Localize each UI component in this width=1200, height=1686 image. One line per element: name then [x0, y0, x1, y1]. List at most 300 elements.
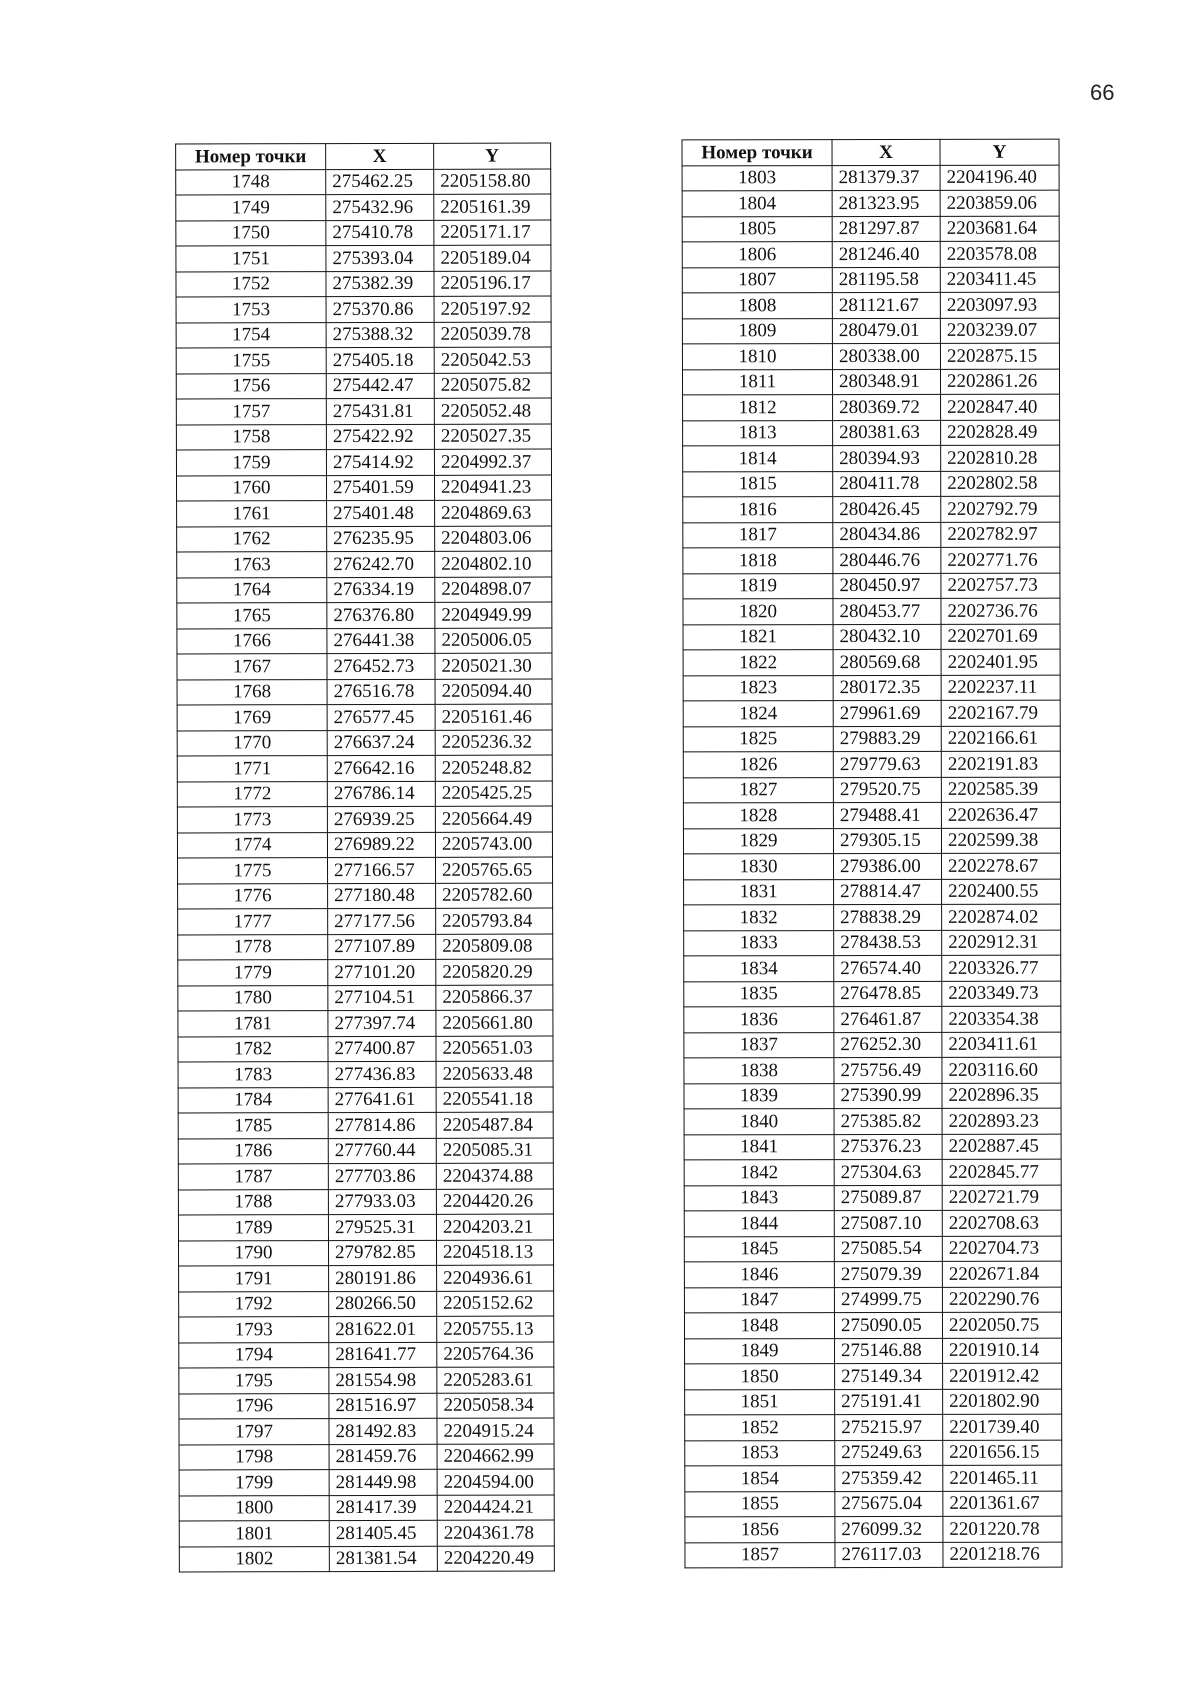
point-number-cell: 1828	[683, 803, 833, 829]
header-point-number: Номер точки	[682, 140, 832, 166]
point-number-cell: 1827	[683, 777, 833, 803]
point-number-cell: 1767	[177, 654, 327, 680]
x-cell: 281449.98	[329, 1469, 437, 1495]
table-row	[684, 1057, 1061, 1083]
y-cell: 2203116.60	[942, 1057, 1061, 1083]
table-row	[684, 981, 1061, 1007]
point-number-cell: 1804	[682, 191, 832, 217]
point-number-cell: 1819	[683, 573, 833, 599]
x-cell: 279961.69	[833, 700, 941, 726]
y-cell: 2203411.45	[940, 267, 1059, 293]
point-number-cell: 1796	[179, 1393, 329, 1419]
y-cell: 2205058.34	[437, 1393, 554, 1419]
point-number-cell: 1849	[685, 1338, 835, 1364]
y-cell: 2205755.13	[437, 1316, 554, 1342]
point-number-cell: 1799	[179, 1470, 329, 1496]
y-cell: 2205782.60	[436, 883, 553, 909]
point-number-cell: 1801	[179, 1521, 329, 1547]
y-cell: 2204802.10	[435, 551, 552, 577]
x-cell: 276637.24	[327, 730, 435, 756]
x-cell: 280411.78	[833, 471, 941, 497]
y-cell: 2202736.76	[941, 598, 1060, 624]
table-row	[683, 802, 1060, 828]
point-number-cell: 1820	[683, 599, 833, 625]
x-cell: 280426.45	[833, 496, 941, 522]
table-row	[682, 190, 1059, 216]
x-cell: 277397.74	[328, 1010, 436, 1036]
x-cell: 277933.03	[328, 1189, 436, 1215]
table-row	[177, 806, 552, 832]
table-row	[179, 1367, 554, 1393]
x-cell: 281554.98	[329, 1367, 437, 1393]
point-number-cell: 1797	[179, 1419, 329, 1445]
point-number-cell: 1778	[178, 934, 328, 960]
point-number-cell: 1792	[179, 1291, 329, 1317]
y-cell: 2205171.17	[434, 220, 551, 246]
x-cell: 276577.45	[327, 704, 435, 730]
y-cell: 2202167.79	[941, 700, 1060, 726]
x-cell: 277400.87	[328, 1036, 436, 1062]
x-cell: 275085.54	[834, 1236, 942, 1262]
table-row	[684, 1083, 1061, 1109]
table-row	[683, 726, 1060, 752]
y-cell: 2203239.07	[940, 318, 1059, 344]
y-cell: 2205006.05	[435, 628, 552, 654]
point-number-cell: 1760	[176, 475, 326, 501]
y-cell: 2205094.40	[435, 679, 552, 705]
point-number-cell: 1848	[684, 1313, 834, 1339]
y-cell: 2204915.24	[437, 1418, 554, 1444]
x-cell: 277814.86	[328, 1112, 436, 1138]
x-cell: 277104.51	[328, 985, 436, 1011]
table-row	[684, 879, 1061, 905]
x-cell: 281405.45	[329, 1520, 437, 1546]
table-row	[682, 216, 1059, 242]
y-cell: 2204936.61	[437, 1265, 554, 1291]
point-number-cell: 1834	[684, 956, 834, 982]
point-number-cell: 1811	[682, 369, 832, 395]
point-number-cell: 1855	[685, 1491, 835, 1517]
point-number-cell: 1768	[177, 679, 327, 705]
point-number-cell: 1822	[683, 650, 833, 676]
table-row	[177, 755, 552, 781]
y-cell: 2205820.29	[436, 959, 553, 985]
x-cell: 275442.47	[326, 373, 434, 399]
point-number-cell: 1782	[178, 1036, 328, 1062]
table-row	[685, 1516, 1062, 1542]
header-y: Y	[940, 139, 1059, 165]
table-row	[179, 1316, 554, 1342]
x-cell: 278814.47	[834, 879, 942, 905]
table-row	[177, 500, 552, 526]
table-row	[178, 1189, 553, 1215]
table-row	[176, 194, 551, 220]
x-cell: 280446.76	[833, 547, 941, 573]
table-body-right	[682, 165, 1062, 1568]
x-cell: 280381.63	[833, 420, 941, 446]
table-row	[176, 449, 551, 475]
point-number-cell: 1783	[178, 1062, 328, 1088]
point-number-cell: 1803	[682, 165, 832, 191]
y-cell: 2202400.55	[942, 879, 1061, 905]
point-number-cell: 1844	[684, 1211, 834, 1237]
table-row	[683, 751, 1060, 777]
table-row	[176, 322, 551, 348]
y-cell: 2205039.78	[434, 322, 551, 348]
y-cell: 2202893.23	[942, 1108, 1061, 1134]
x-cell: 280266.50	[329, 1291, 437, 1317]
x-cell: 275090.05	[834, 1312, 942, 1338]
table-row	[684, 1134, 1061, 1160]
table-row	[684, 1108, 1061, 1134]
x-cell: 281323.95	[832, 190, 940, 216]
table-row	[178, 1010, 553, 1036]
table-row	[682, 165, 1059, 191]
point-number-cell: 1793	[179, 1317, 329, 1343]
table-row	[176, 398, 551, 424]
point-number-cell: 1755	[176, 348, 326, 374]
x-cell: 275385.82	[834, 1108, 942, 1134]
y-cell: 2205743.00	[435, 832, 552, 858]
y-cell: 2204992.37	[434, 449, 551, 475]
y-cell: 2204420.26	[436, 1189, 553, 1215]
y-cell: 2203326.77	[942, 955, 1061, 981]
point-number-cell: 1808	[682, 293, 832, 319]
y-cell: 2204869.63	[435, 500, 552, 526]
point-number-cell: 1835	[684, 981, 834, 1007]
point-number-cell: 1817	[683, 522, 833, 548]
table-row	[685, 1491, 1062, 1517]
table-row	[682, 267, 1059, 293]
y-cell: 2205085.31	[436, 1138, 553, 1164]
x-cell: 275756.49	[834, 1057, 942, 1083]
y-cell: 2205866.37	[436, 985, 553, 1011]
x-cell: 281195.58	[832, 267, 940, 293]
y-cell: 2205809.08	[436, 934, 553, 960]
y-cell: 2205793.84	[436, 908, 553, 934]
x-cell: 276939.25	[327, 806, 435, 832]
point-number-cell: 1750	[176, 220, 326, 246]
point-number-cell: 1802	[179, 1546, 329, 1572]
y-cell: 2205021.30	[435, 653, 552, 679]
x-cell: 275405.18	[326, 347, 434, 373]
table-row	[179, 1495, 554, 1521]
x-cell: 275393.04	[326, 245, 434, 271]
y-cell: 2202671.84	[942, 1261, 1061, 1287]
y-cell: 2204374.88	[436, 1163, 553, 1189]
table-row	[177, 781, 552, 807]
table-row	[179, 1520, 554, 1546]
point-number-cell: 1776	[178, 883, 328, 909]
table-row	[684, 955, 1061, 981]
point-number-cell: 1775	[178, 858, 328, 884]
point-number-cell: 1771	[177, 756, 327, 782]
y-cell: 2205027.35	[434, 424, 551, 450]
table-row	[179, 1418, 554, 1444]
x-cell: 281246.40	[832, 241, 940, 267]
y-cell: 2205189.04	[434, 245, 551, 271]
y-cell: 2202191.83	[941, 751, 1060, 777]
point-number-cell: 1751	[176, 246, 326, 272]
table-row	[684, 1312, 1061, 1338]
table-row	[179, 1291, 554, 1317]
table-row	[179, 1393, 554, 1419]
y-cell: 2202771.76	[941, 547, 1060, 573]
x-cell: 276478.85	[834, 981, 942, 1007]
point-number-cell: 1847	[684, 1287, 834, 1313]
point-number-cell: 1851	[685, 1389, 835, 1415]
table-row	[683, 598, 1060, 624]
point-number-cell: 1854	[685, 1466, 835, 1492]
y-cell: 2205425.25	[435, 781, 552, 807]
y-cell: 2205161.39	[434, 194, 551, 220]
point-number-cell: 1800	[179, 1495, 329, 1521]
table-row	[176, 424, 551, 450]
point-number-cell: 1831	[684, 879, 834, 905]
x-cell: 280394.93	[833, 445, 941, 471]
y-cell: 2205651.03	[436, 1036, 553, 1062]
table-row	[179, 1265, 554, 1291]
y-cell: 2202721.79	[942, 1185, 1061, 1211]
y-cell: 2201910.14	[943, 1338, 1062, 1364]
x-cell: 280348.91	[832, 369, 940, 395]
point-number-cell: 1830	[684, 854, 834, 880]
header-x: X	[832, 139, 940, 165]
y-cell: 2202845.77	[942, 1159, 1061, 1185]
table-row	[177, 832, 552, 858]
x-cell: 275432.96	[326, 194, 434, 220]
table-row	[683, 624, 1060, 650]
point-number-cell: 1772	[177, 781, 327, 807]
y-cell: 2205764.36	[437, 1342, 554, 1368]
y-cell: 2202599.38	[941, 828, 1060, 854]
x-cell: 280569.68	[833, 649, 941, 675]
table-row	[684, 1159, 1061, 1185]
y-cell: 2202896.35	[942, 1083, 1061, 1109]
y-cell: 2202792.79	[941, 496, 1060, 522]
y-cell: 2204941.23	[434, 475, 551, 501]
x-cell: 275370.86	[326, 296, 434, 322]
point-number-cell: 1856	[685, 1517, 835, 1543]
table-row	[179, 1546, 554, 1572]
x-cell: 275079.39	[834, 1261, 942, 1287]
table-row	[682, 292, 1059, 318]
table-row	[178, 1138, 553, 1164]
point-number-cell: 1812	[683, 395, 833, 421]
point-number-cell: 1850	[685, 1364, 835, 1390]
y-cell: 2202874.02	[942, 904, 1061, 930]
y-cell: 2205197.92	[434, 296, 551, 322]
point-number-cell: 1823	[683, 675, 833, 701]
table-row	[683, 828, 1060, 854]
point-number-cell: 1789	[178, 1215, 328, 1241]
point-number-cell: 1788	[178, 1189, 328, 1215]
x-cell: 276441.38	[327, 628, 435, 654]
table-row	[177, 628, 552, 654]
table-row	[684, 1185, 1061, 1211]
y-cell: 2203578.08	[940, 241, 1059, 267]
table-row	[179, 1444, 554, 1470]
point-number-cell: 1757	[176, 399, 326, 425]
x-cell: 275462.25	[326, 169, 434, 195]
x-cell: 276786.14	[327, 781, 435, 807]
table-row	[177, 526, 552, 552]
table-row	[683, 445, 1060, 471]
y-cell: 2202401.95	[941, 649, 1060, 675]
y-cell: 2202828.49	[941, 420, 1060, 446]
point-number-cell: 1756	[176, 373, 326, 399]
point-number-cell: 1821	[683, 624, 833, 650]
x-cell: 281379.37	[832, 165, 940, 191]
x-cell: 275431.81	[326, 398, 434, 424]
table-row	[179, 1240, 554, 1266]
table-row	[176, 245, 551, 271]
point-number-cell: 1791	[179, 1266, 329, 1292]
point-number-cell: 1766	[177, 628, 327, 654]
point-number-cell: 1853	[685, 1440, 835, 1466]
x-cell: 280369.72	[833, 394, 941, 420]
x-cell: 275414.92	[326, 449, 434, 475]
x-cell: 276252.30	[834, 1032, 942, 1058]
point-number-cell: 1764	[177, 577, 327, 603]
x-cell: 275304.63	[834, 1159, 942, 1185]
point-number-cell: 1762	[177, 526, 327, 552]
table-row	[682, 318, 1059, 344]
x-cell: 275675.04	[835, 1491, 943, 1517]
y-cell: 2203097.93	[940, 292, 1059, 318]
table-row	[684, 930, 1061, 956]
table-row	[683, 649, 1060, 675]
table-row	[176, 347, 551, 373]
x-cell: 276376.80	[327, 602, 435, 628]
x-cell: 276242.70	[327, 551, 435, 577]
y-cell: 2202887.45	[942, 1134, 1061, 1160]
y-cell: 2205765.65	[435, 857, 552, 883]
y-cell: 2205541.18	[436, 1087, 553, 1113]
x-cell: 276461.87	[834, 1006, 942, 1032]
point-number-cell: 1765	[177, 603, 327, 629]
y-cell: 2202237.11	[941, 675, 1060, 701]
x-cell: 280172.35	[833, 675, 941, 701]
x-cell: 281516.97	[329, 1393, 437, 1419]
y-cell: 2204424.21	[437, 1495, 554, 1521]
y-cell: 2202810.28	[941, 445, 1060, 471]
coordinates-table-right	[682, 139, 1063, 1569]
x-cell: 275149.34	[835, 1363, 943, 1389]
table-row	[683, 675, 1060, 701]
table-row	[682, 241, 1059, 267]
x-cell: 281459.76	[329, 1444, 437, 1470]
y-cell: 2202861.26	[940, 369, 1059, 395]
table-row	[684, 1032, 1061, 1058]
x-cell: 277101.20	[328, 959, 436, 985]
point-number-cell: 1748	[176, 169, 326, 195]
table-row	[178, 985, 553, 1011]
header-x: X	[326, 143, 434, 169]
table-row	[178, 883, 553, 909]
y-cell: 2202701.69	[941, 624, 1060, 650]
x-cell: 275390.99	[834, 1083, 942, 1109]
point-number-cell: 1759	[176, 450, 326, 476]
y-cell: 2205161.46	[435, 704, 552, 730]
x-cell: 278438.53	[834, 930, 942, 956]
table-row	[682, 343, 1059, 369]
table-row	[177, 679, 552, 705]
y-cell: 2201656.15	[943, 1440, 1062, 1466]
x-cell: 277107.89	[328, 934, 436, 960]
table-row	[682, 369, 1059, 395]
x-cell: 277166.57	[328, 857, 436, 883]
y-cell: 2203859.06	[940, 190, 1059, 216]
table-row	[176, 220, 551, 246]
table-header-row	[682, 139, 1059, 165]
point-number-cell: 1781	[178, 1011, 328, 1037]
x-cell: 280432.10	[833, 624, 941, 650]
x-cell: 279520.75	[833, 777, 941, 803]
table-row	[685, 1338, 1062, 1364]
table-header-row	[176, 143, 551, 169]
y-cell: 2204518.13	[437, 1240, 554, 1266]
table-row	[685, 1542, 1062, 1568]
y-cell: 2203349.73	[942, 981, 1061, 1007]
point-number-cell: 1763	[177, 552, 327, 578]
x-cell: 276516.78	[327, 679, 435, 705]
point-number-cell: 1841	[684, 1134, 834, 1160]
table-row	[176, 169, 551, 195]
table-row	[178, 1214, 553, 1240]
y-cell: 2202636.47	[941, 802, 1060, 828]
table-row	[684, 853, 1061, 879]
point-number-cell: 1754	[176, 322, 326, 348]
table-row	[177, 602, 552, 628]
point-number-cell: 1833	[684, 930, 834, 956]
x-cell: 275191.41	[835, 1389, 943, 1415]
y-cell: 2202708.63	[942, 1210, 1061, 1236]
point-number-cell: 1816	[683, 497, 833, 523]
y-cell: 2205661.80	[436, 1010, 553, 1036]
x-cell: 280191.86	[329, 1265, 437, 1291]
x-cell: 279386.00	[834, 853, 942, 879]
y-cell: 2204361.78	[437, 1520, 554, 1546]
x-cell: 277641.61	[328, 1087, 436, 1113]
x-cell: 279305.15	[833, 828, 941, 854]
table-row	[685, 1440, 1062, 1466]
x-cell: 276989.22	[327, 832, 435, 858]
y-cell: 2202166.61	[941, 726, 1060, 752]
point-number-cell: 1810	[682, 344, 832, 370]
page-number: 66	[1090, 80, 1115, 105]
y-cell: 2205487.84	[436, 1112, 553, 1138]
y-cell: 2205152.62	[437, 1291, 554, 1317]
y-cell: 2203354.38	[942, 1006, 1061, 1032]
table-row	[178, 1163, 553, 1189]
y-cell: 2201739.40	[943, 1414, 1062, 1440]
y-cell: 2202802.58	[941, 471, 1060, 497]
point-number-cell: 1842	[684, 1160, 834, 1186]
x-cell: 279883.29	[833, 726, 941, 752]
x-cell: 275249.63	[835, 1440, 943, 1466]
x-cell: 276452.73	[327, 653, 435, 679]
y-cell: 2204203.21	[436, 1214, 553, 1240]
table-row	[176, 373, 551, 399]
table-row	[683, 547, 1060, 573]
x-cell: 275401.48	[327, 500, 435, 526]
y-cell: 2202278.67	[941, 853, 1060, 879]
point-number-cell: 1779	[178, 960, 328, 986]
table-row	[684, 1236, 1061, 1262]
table-row	[176, 296, 551, 322]
y-cell: 2201220.78	[943, 1516, 1062, 1542]
